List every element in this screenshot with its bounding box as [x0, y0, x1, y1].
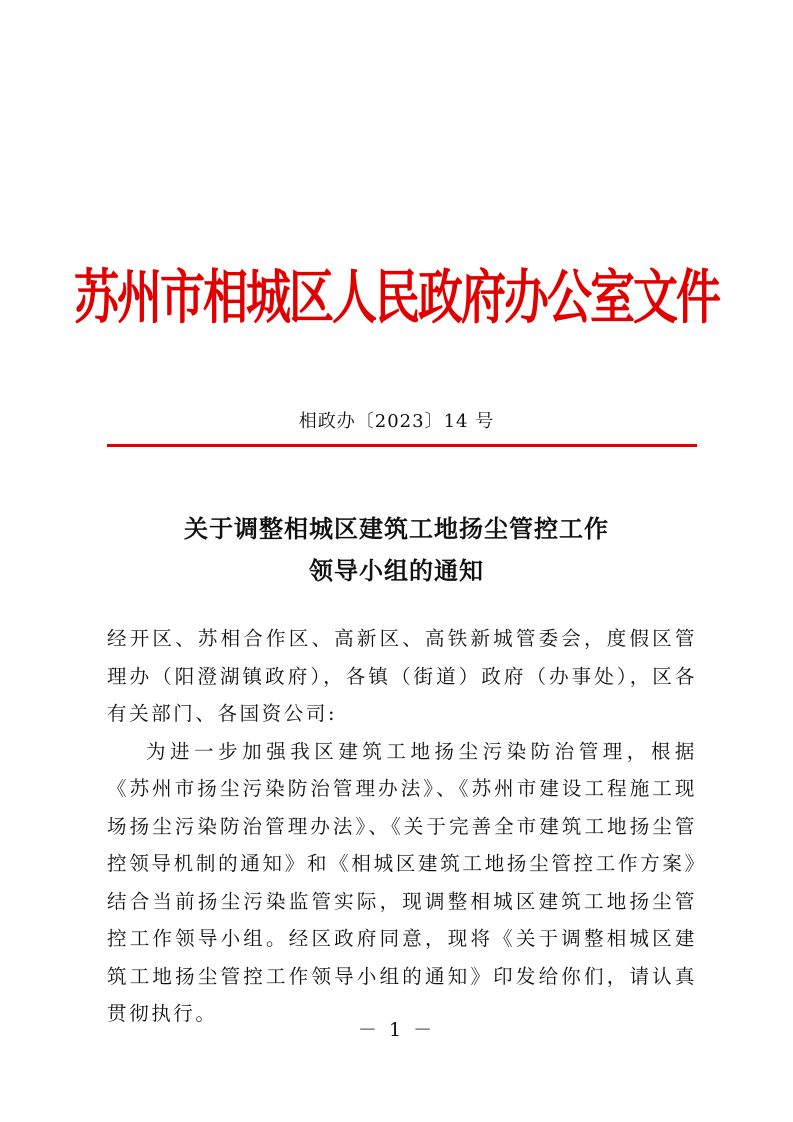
document-number: 相政办〔2023〕14 号 [298, 411, 495, 432]
issuing-authority-header: 苏州市相城区人民政府办公室文件 [73, 262, 719, 332]
document-title [0, 508, 793, 592]
title-line-2: 领导小组的通知 [309, 556, 484, 585]
red-divider-line [107, 444, 697, 447]
page-number: － 1 － [357, 1019, 436, 1041]
title-line-1: 关于调整相城区建筑工地扬尘管控工作 [184, 514, 609, 543]
document-body [107, 620, 697, 1033]
body-paragraph-1: 为进一步加强我区建筑工地扬尘污染防治管理，根据《苏州市扬尘污染防治管理办法》、《苏州市建设工程施工现场扬尘污染防治管理办法》、《关于完善全市建筑工地扬尘管控领导机制的通知》和《相城区建筑工地扬尘管控工作方案》结合当前扬尘污染监管实际，现调整相城区建筑工地扬尘管控工作领导小组。经区政府同意，现将《关于调整相城区建筑工地扬尘管控工作领导小组的通知》印发给你们，请认真贯彻执行。 [107, 739, 697, 1025]
addressee-paragraph: 经开区、苏相合作区、高新区、高铁新城管委会，度假区管理办（阳澄湖镇政府），各镇（街道）政府（办事处），区各有关部门、各国资公司: [107, 627, 697, 725]
